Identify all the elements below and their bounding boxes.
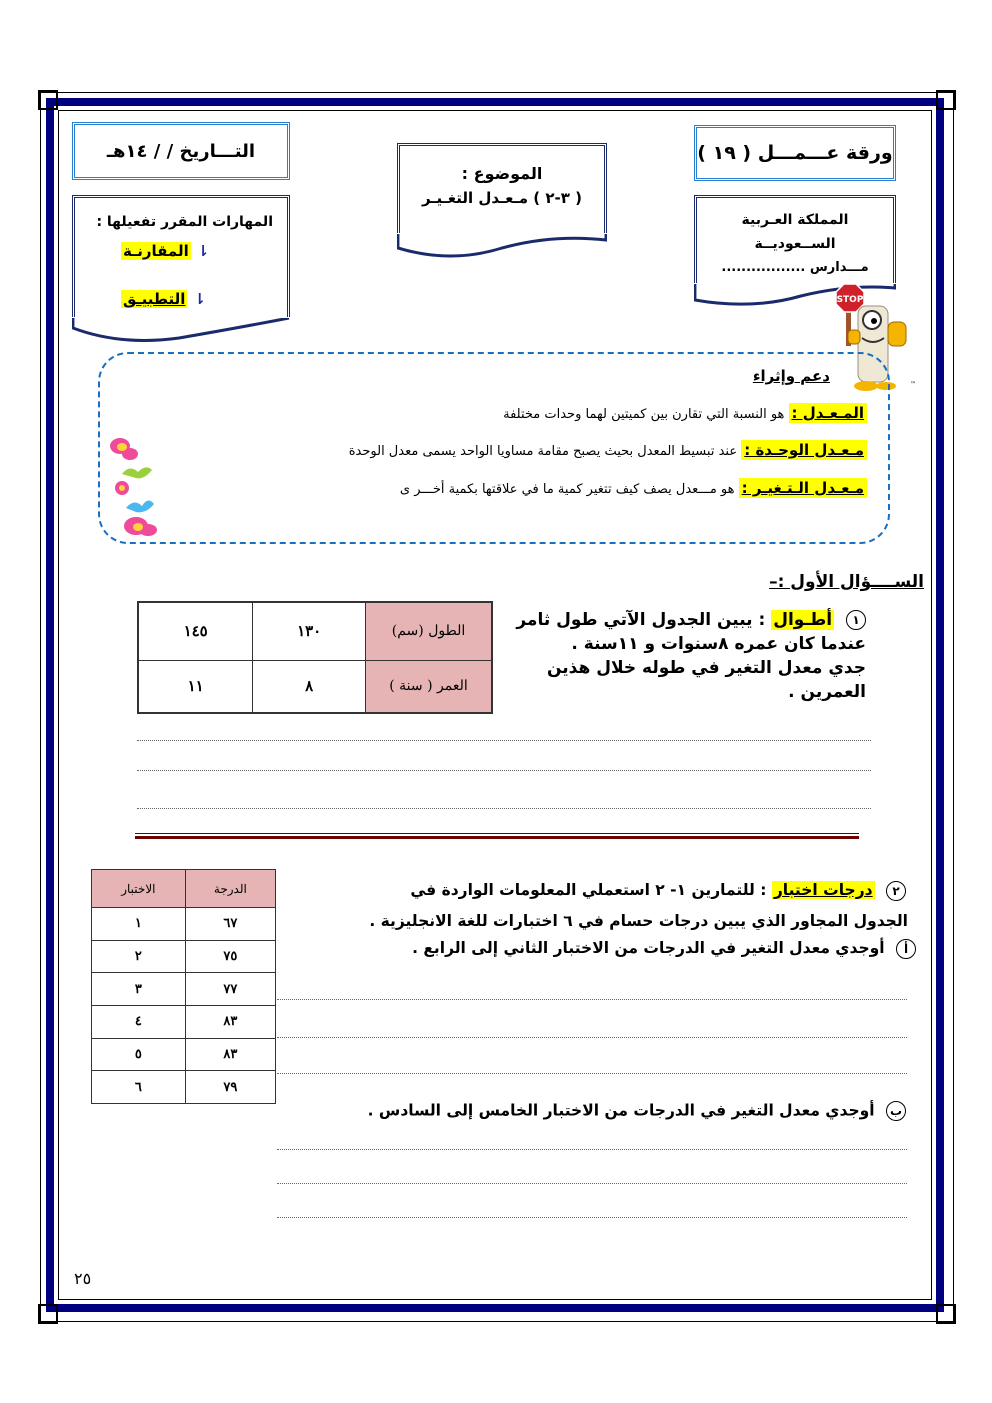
frame-corner-tl bbox=[38, 90, 58, 110]
table-row: ٧٥ ٢ bbox=[92, 940, 276, 973]
frame-corner-bl bbox=[38, 1304, 58, 1324]
date-label: التـــاريخ / / ١٤هـ bbox=[106, 140, 256, 162]
school-line-1: المملكة العـربية bbox=[741, 212, 849, 228]
column-header: الاختبار bbox=[92, 870, 186, 908]
date-box bbox=[72, 122, 290, 180]
table-cell: ١١ bbox=[138, 660, 253, 713]
part-a-text: أوجدي معدل التغير في الدرجات من الاختبار الثاني إلى الرابع . bbox=[412, 939, 885, 957]
definition-rate-of-change: مـعـدل الـتـغيـر : هو مـــعدل يصف كيف تتغير كمية ما في علاقتها بكمية أخـــر ى bbox=[400, 479, 867, 497]
test-scores-table bbox=[91, 869, 276, 1104]
column-header: الدرجة bbox=[185, 870, 275, 908]
worksheet-label: ورقة عـــمـــل ( ١٩ ) bbox=[697, 142, 893, 164]
stop-mascot-illustration: STOP ™ bbox=[836, 284, 916, 394]
school-line-3: مـــدارس ................. bbox=[721, 260, 869, 275]
part-b-text: أوجدي معدل التغير في الدرجات من الاختبار الخامس إلى السادس . bbox=[367, 1101, 875, 1120]
height-age-table bbox=[137, 601, 493, 714]
skills-title: المهارات المقرر تفعيلها : bbox=[96, 214, 273, 230]
question-1-text: ١ أطـوال : يبين الجدول الآتي طول ثامر عندما كان عمره ٨سنوات و ١١سنة . جدي معدل التغير في طوله خلال هذين العمرين . bbox=[516, 610, 866, 702]
wave-bottom-icon bbox=[397, 234, 607, 262]
frame-corner-tr bbox=[936, 90, 956, 110]
part-b-badge: ب bbox=[886, 1101, 906, 1121]
answer-line[interactable] bbox=[277, 1149, 907, 1150]
question-keyword: أطـوال bbox=[773, 610, 833, 630]
wave-bottom-icon bbox=[72, 318, 290, 346]
part-a-badge: أ bbox=[896, 939, 916, 959]
bullet-arrow-icon: ⇂ bbox=[193, 290, 206, 308]
table-row: ٧٧ ٣ bbox=[92, 973, 276, 1006]
table-cell: ٨ bbox=[253, 660, 366, 713]
worksheet-label-box bbox=[694, 125, 896, 181]
frame-corner-br bbox=[936, 1304, 956, 1324]
question-2-text: ٢ درجات اختبار : للتمارين ١- ٢ استعملي المعلومات الواردة في الجدول المجاور الذي يبين درجات حسام في ٦ اختبارات للغة الانجليزية . أ أوجدي معدل التغير في الدرجات من الاختبار الثاني إلى الرابع . bbox=[369, 875, 906, 959]
section-title: الســــؤال الأول :– bbox=[769, 572, 924, 592]
definition-unit-rate: مـعـدل الوحـدة : عند تبسيط المعدل بحيث يصبح مقامة مساويا الواحد يسمى معدل الوحدة bbox=[349, 441, 867, 459]
table-cell: ١٣٠ bbox=[253, 602, 366, 660]
school-box bbox=[694, 195, 896, 283]
divider-thick bbox=[135, 836, 859, 839]
page-number: ٢٥ bbox=[74, 1269, 92, 1288]
answer-line[interactable] bbox=[277, 1217, 907, 1218]
table-row: ٨٣ ٥ bbox=[92, 1038, 276, 1071]
answer-line[interactable] bbox=[277, 1037, 907, 1038]
question-number-badge: ١ bbox=[846, 610, 866, 630]
definition-rate: المـعـدل : هو النسبة التي تقارن بين كميتين لهما وحدات مختلفة bbox=[503, 404, 867, 422]
svg-text:STOP: STOP bbox=[836, 295, 864, 305]
table-cell: ١٤٥ bbox=[138, 602, 253, 660]
part-b bbox=[368, 1101, 906, 1121]
table-row: ٧٩ ٦ bbox=[92, 1071, 276, 1104]
school-line-2: الســعوديــة bbox=[754, 236, 836, 252]
row-header: الطول (سم) bbox=[366, 602, 493, 660]
enrichment-title: دعم وإثراء bbox=[752, 367, 830, 385]
skill-item: ⇂التطبيـق bbox=[123, 290, 206, 308]
skills-box bbox=[72, 195, 290, 317]
topic-value: ( ٣-٢ ) مـعـدل التغـيـر bbox=[422, 189, 582, 207]
topic-box bbox=[397, 143, 607, 233]
answer-line[interactable] bbox=[137, 770, 871, 771]
table-row: ٨٣ ٤ bbox=[92, 1005, 276, 1038]
answer-line[interactable] bbox=[137, 740, 871, 741]
table-row: ٦٧ ١ bbox=[92, 908, 276, 941]
question-number-badge: ٢ bbox=[886, 881, 906, 901]
answer-line[interactable] bbox=[137, 808, 871, 809]
answer-line[interactable] bbox=[277, 1073, 907, 1074]
bullet-arrow-icon: ⇂ bbox=[196, 242, 210, 260]
topic-title: الموضوع : bbox=[461, 164, 543, 183]
answer-line[interactable] bbox=[277, 1183, 907, 1184]
answer-line[interactable] bbox=[277, 999, 907, 1000]
row-header: العمر ( سنة ) bbox=[366, 660, 493, 713]
question-keyword: درجات اختبار bbox=[773, 881, 873, 899]
butterflies-decoration bbox=[108, 434, 168, 540]
skill-item: ⇂المقارنـة bbox=[123, 242, 210, 260]
divider-thin bbox=[135, 833, 859, 834]
